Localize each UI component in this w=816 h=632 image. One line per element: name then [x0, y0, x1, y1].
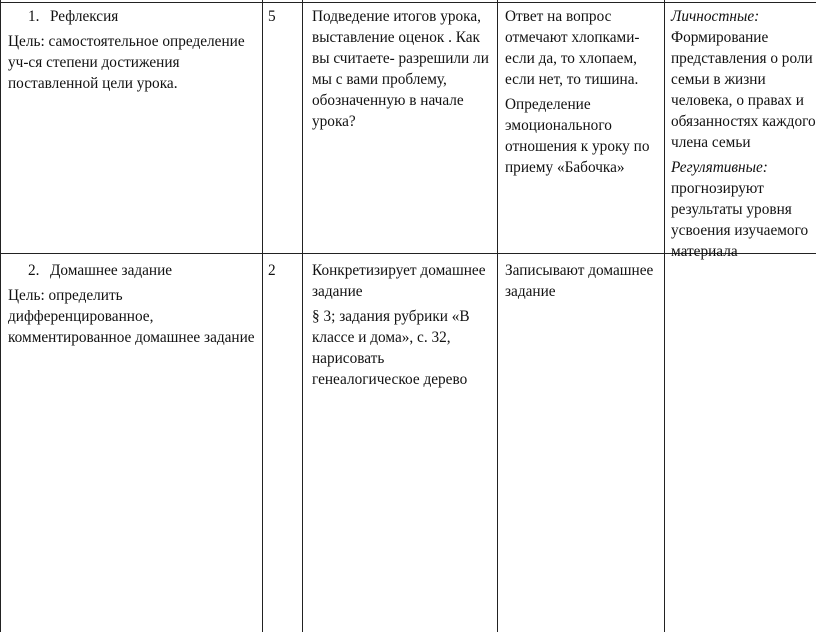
- student-activity-cell: [505, 6, 663, 182]
- stage-number: 2.: [28, 262, 40, 279]
- column-divider: [497, 0, 498, 632]
- regulative-text: прогнозируют результаты уровня усвоения изучаемого материала: [671, 180, 809, 260]
- stage-title-text: Домашнее задание: [50, 262, 173, 279]
- personal-text: Формирование представления о роли семьи в жизни человека, о правах и обязанностях каждого члена семьи: [671, 29, 816, 151]
- table-border-top: [0, 2, 816, 3]
- minutes-cell: [268, 260, 298, 281]
- student-activity-cell: [505, 260, 663, 306]
- student-activity-text: Определение эмоционального отношения к уроку по приему «Бабочка»: [505, 96, 650, 176]
- teacher-activity-text: Подведение итогов урока, выставление оценок . Как вы считаете- разрешили ли мы с вами проблему, обозначенную в начале урока?: [312, 8, 489, 130]
- minutes-cell: [268, 6, 298, 27]
- column-divider: [262, 0, 263, 632]
- stage-title-text: Рефлексия: [50, 8, 119, 25]
- student-activity-text: Записывают домашнее задание: [505, 262, 654, 300]
- regulative-heading: Регулятивные:: [671, 159, 768, 176]
- column-divider: [0, 0, 1, 632]
- minutes-value: 5: [268, 8, 276, 25]
- stage-title: [8, 6, 256, 27]
- stage-goal: Цель: определить дифференцированное, комментированное домашнее задание: [8, 287, 255, 346]
- personal-heading: Личностные:: [671, 8, 760, 25]
- minutes-value: 2: [268, 262, 276, 279]
- stage-number: 1.: [28, 8, 40, 25]
- teacher-activity-cell: [312, 6, 492, 136]
- teacher-activity-text: Конкретизирует домашнее задание: [312, 262, 486, 300]
- student-activity-text: Ответ на вопрос отмечают хлопками- если да, то хлопаем, если нет, то тишина.: [505, 8, 640, 88]
- column-divider: [302, 0, 303, 632]
- teacher-activity-text: § 3; задания рубрики «В классе и дома», с. 32, нарисовать генеалогическое дерево: [312, 308, 470, 388]
- stage-cell-homework: [8, 260, 256, 352]
- stage-cell-reflection: [8, 6, 256, 98]
- stage-goal: Цель: самостоятельное определение уч-ся степени достижения поставленной цели урока.: [8, 33, 245, 92]
- teacher-activity-cell: [312, 260, 492, 394]
- uud-cell: [671, 6, 816, 266]
- column-divider: [664, 0, 665, 632]
- stage-title: [8, 260, 256, 281]
